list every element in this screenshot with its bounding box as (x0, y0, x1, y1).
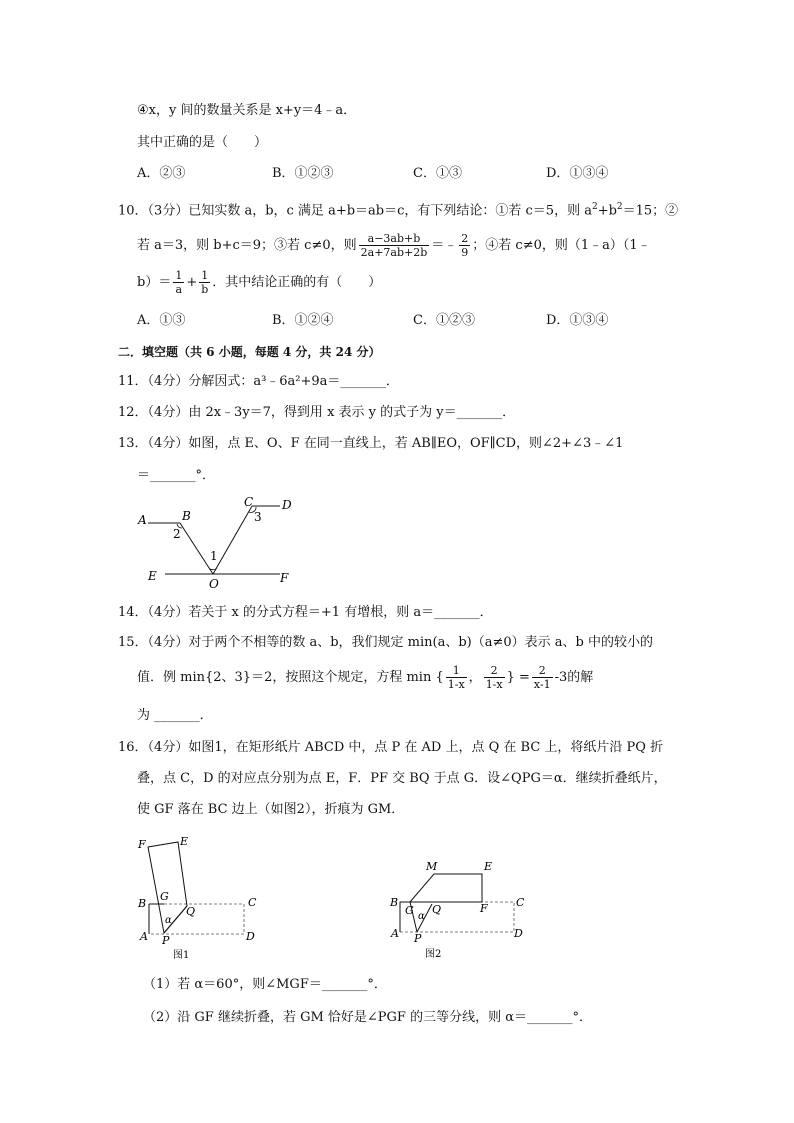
q10-text-1b: +b (597, 203, 617, 219)
q13-line1: 13．（4分）如图，点 E、O、F 在同一直线上，若 AB∥EO，OF∥CD，则∠2+∠3﹣∠1 (118, 436, 624, 451)
q16-fig2-label-a: A (391, 927, 399, 940)
q16-fig2-label-f: F (480, 902, 488, 915)
q15-frac2-den: 1-x (485, 678, 503, 691)
q10-option-a: A．①③ (137, 313, 186, 328)
q10-sup-a: 2 (591, 202, 598, 212)
q10-text-2a: 若 a＝3，则 b+c＝9；③若 c≠0，则 (137, 238, 357, 253)
q13-label-b: B (182, 509, 191, 523)
q16-fig1-label-c: C (248, 896, 257, 909)
q15-fraction-3 (532, 664, 553, 691)
q15-fraction-2 (484, 664, 505, 691)
q10-line1 (118, 197, 678, 221)
q15-comma: ， (468, 670, 482, 685)
q16-fig2-label-q: Q (432, 903, 442, 916)
q16-fig2-label-m: M (426, 860, 438, 873)
q14: 14．（4分）若关于 x 的分式方程＝+1 有增根，则 a＝_______． (118, 605, 493, 620)
q16-fig1-label-a: A (140, 930, 148, 943)
q10-frac3-den: a (175, 283, 183, 296)
q15-frac3-num: 2 (532, 664, 553, 678)
q10-fraction-2 (459, 232, 470, 259)
q16-line1: 16．（4分）如图1，在矩形纸片 ABCD 中，点 P 在 AD 上，点 Q 在 BC 上，将纸片沿 PQ 折 (118, 740, 664, 755)
q10-fraction-4 (199, 269, 210, 296)
q13-label-d: D (282, 498, 292, 512)
q16-figure-2 (380, 855, 530, 965)
q15-frac3-den: x-1 (533, 678, 551, 691)
q10-sup-b: 2 (616, 202, 623, 212)
q13-figure (130, 490, 300, 590)
q16-fig1-label-g: G (160, 890, 169, 903)
q9-option-a: A．②③ (137, 166, 186, 181)
section-fill-in-heading: 二．填空题（共 6 小题，每题 4 分，共 24 分） (118, 345, 381, 359)
q9-prompt: 其中正确的是（ ） (137, 135, 268, 150)
q16-fig1-caption: 图1 (173, 950, 190, 961)
q13-label-c: C (244, 495, 254, 509)
q15-text-2c: -3的解 (554, 670, 594, 685)
q12: 12．（4分）由 2x﹣3y＝7，得到用 x 表示 y 的式子为 y＝_______． (118, 405, 516, 420)
q16-fig1-label-b: B (138, 897, 147, 910)
q15-text-2a: 值．例 min{2、3}＝2，按照这个规定，方程 min { (137, 670, 444, 685)
q16-fig1-label-p: P (162, 934, 170, 947)
q13-label-1: 1 (210, 549, 218, 563)
q13-line-bo (180, 523, 213, 574)
q16-sub1: （1）若 α＝60°，则∠MGF＝_______°． (143, 977, 387, 992)
q13-label-2: 2 (173, 527, 181, 541)
q13-label-3: 3 (254, 510, 262, 524)
q16-fig2-label-alpha: α (418, 911, 425, 922)
q16-fig2-caption: 图2 (425, 949, 442, 960)
q16-fig1-label-e: E (180, 835, 189, 848)
q10-frac1-num: a−3ab+b (359, 232, 430, 246)
q13-label-a: A (138, 513, 147, 527)
q16-fig2-label-c: C (516, 896, 525, 909)
q16-line2: 叠，点 C，D 的对应点分别为点 E，F．PF 交 BQ 于点 G．设∠QPG＝α．继续折叠纸片， (137, 771, 667, 786)
q10-frac4-num: 1 (199, 269, 210, 283)
q15-frac1-num: 1 (446, 664, 467, 678)
q10-text-3b: ．其中结论正确的有（ ） (212, 275, 382, 290)
q9-option-b: B．①②③ (272, 166, 334, 181)
q16-fig1-label-f: F (138, 838, 146, 851)
q16-fig2-label-p: P (414, 932, 422, 945)
q16-fig2-label-d: D (514, 927, 523, 940)
q9-item4: ④x，y 间的数量关系是 x+y＝4﹣a． (137, 103, 357, 118)
q10-fraction-1 (359, 232, 430, 259)
q10-text-2c: ；④若 c≠0，则（1﹣a）（1﹣ (472, 238, 651, 253)
q10-plus: + (186, 275, 198, 290)
q10-option-d: D．①③④ (546, 313, 609, 328)
q9-option-d: D．①③④ (546, 166, 609, 181)
q15-frac2-num: 2 (484, 664, 505, 678)
q10-line3 (137, 268, 381, 298)
q15-line2 (137, 663, 593, 693)
q13-label-o: O (209, 577, 219, 590)
q10-frac2-num: 2 (461, 232, 469, 245)
q15-frac1-den: 1-x (447, 678, 465, 691)
q16-fig1-label-d: D (246, 930, 255, 943)
q10-text-2b: ＝﹣ (431, 238, 458, 253)
q15-line1: 15．（4分）对于两个不相等的数 a、b，我们规定 min(a、b)（a≠0）表示 a、b 中的较小的 (118, 635, 653, 650)
q10-frac3-num: 1 (175, 269, 183, 282)
q13-line-oc (213, 506, 252, 574)
q16-fig1-label-alpha: α (165, 915, 172, 926)
q9-option-c: C．①③ (413, 166, 462, 181)
q10-frac4-den: b (201, 283, 209, 296)
q10-option-c: C．①②③ (413, 313, 475, 328)
q13-label-f: F (280, 571, 289, 585)
q16-fig2-folded-part (410, 874, 482, 902)
q13-label-e: E (148, 569, 157, 583)
q16-line3: 使 GF 落在 BC 边上（如图2），折痕为 GM． (137, 802, 405, 817)
q10-line2 (137, 231, 651, 261)
q16-sub2: （2）沿 GF 继续折叠，若 GM 恰好是∠PGF 的三等分线，则 α＝_______°． (143, 1010, 592, 1025)
q11: 11．（4分）分解因式：a³﹣6a²+9a＝_______． (118, 374, 399, 389)
q16-fig2-label-e: E (484, 860, 493, 873)
q13-line2: ＝_______°． (137, 468, 216, 483)
q10-text-1c: ＝15；② (622, 203, 679, 219)
q10-frac2-den: 9 (461, 246, 469, 259)
q16-fig2-label-g: G (405, 904, 414, 917)
q10-text-3a: b）＝ (137, 275, 172, 290)
q15-text-2b: } = (506, 670, 530, 685)
q15-fraction-1 (446, 664, 467, 691)
q10-frac1-den: 2a+7ab+2b (360, 246, 428, 259)
q16-fig2-label-b: B (390, 896, 399, 909)
q10-fraction-3 (173, 269, 184, 296)
q15-line3: 为 _______． (137, 708, 213, 723)
q16-figure-1 (130, 830, 270, 962)
q16-fig1-label-q: Q (186, 905, 196, 918)
q10-option-b: B．①②④ (272, 313, 334, 328)
q10-text-1a: 10．（3分）已知实数 a，b，c 满足 a+b＝ab＝c，有下列结论：①若 c＝5，则 a (118, 203, 592, 219)
